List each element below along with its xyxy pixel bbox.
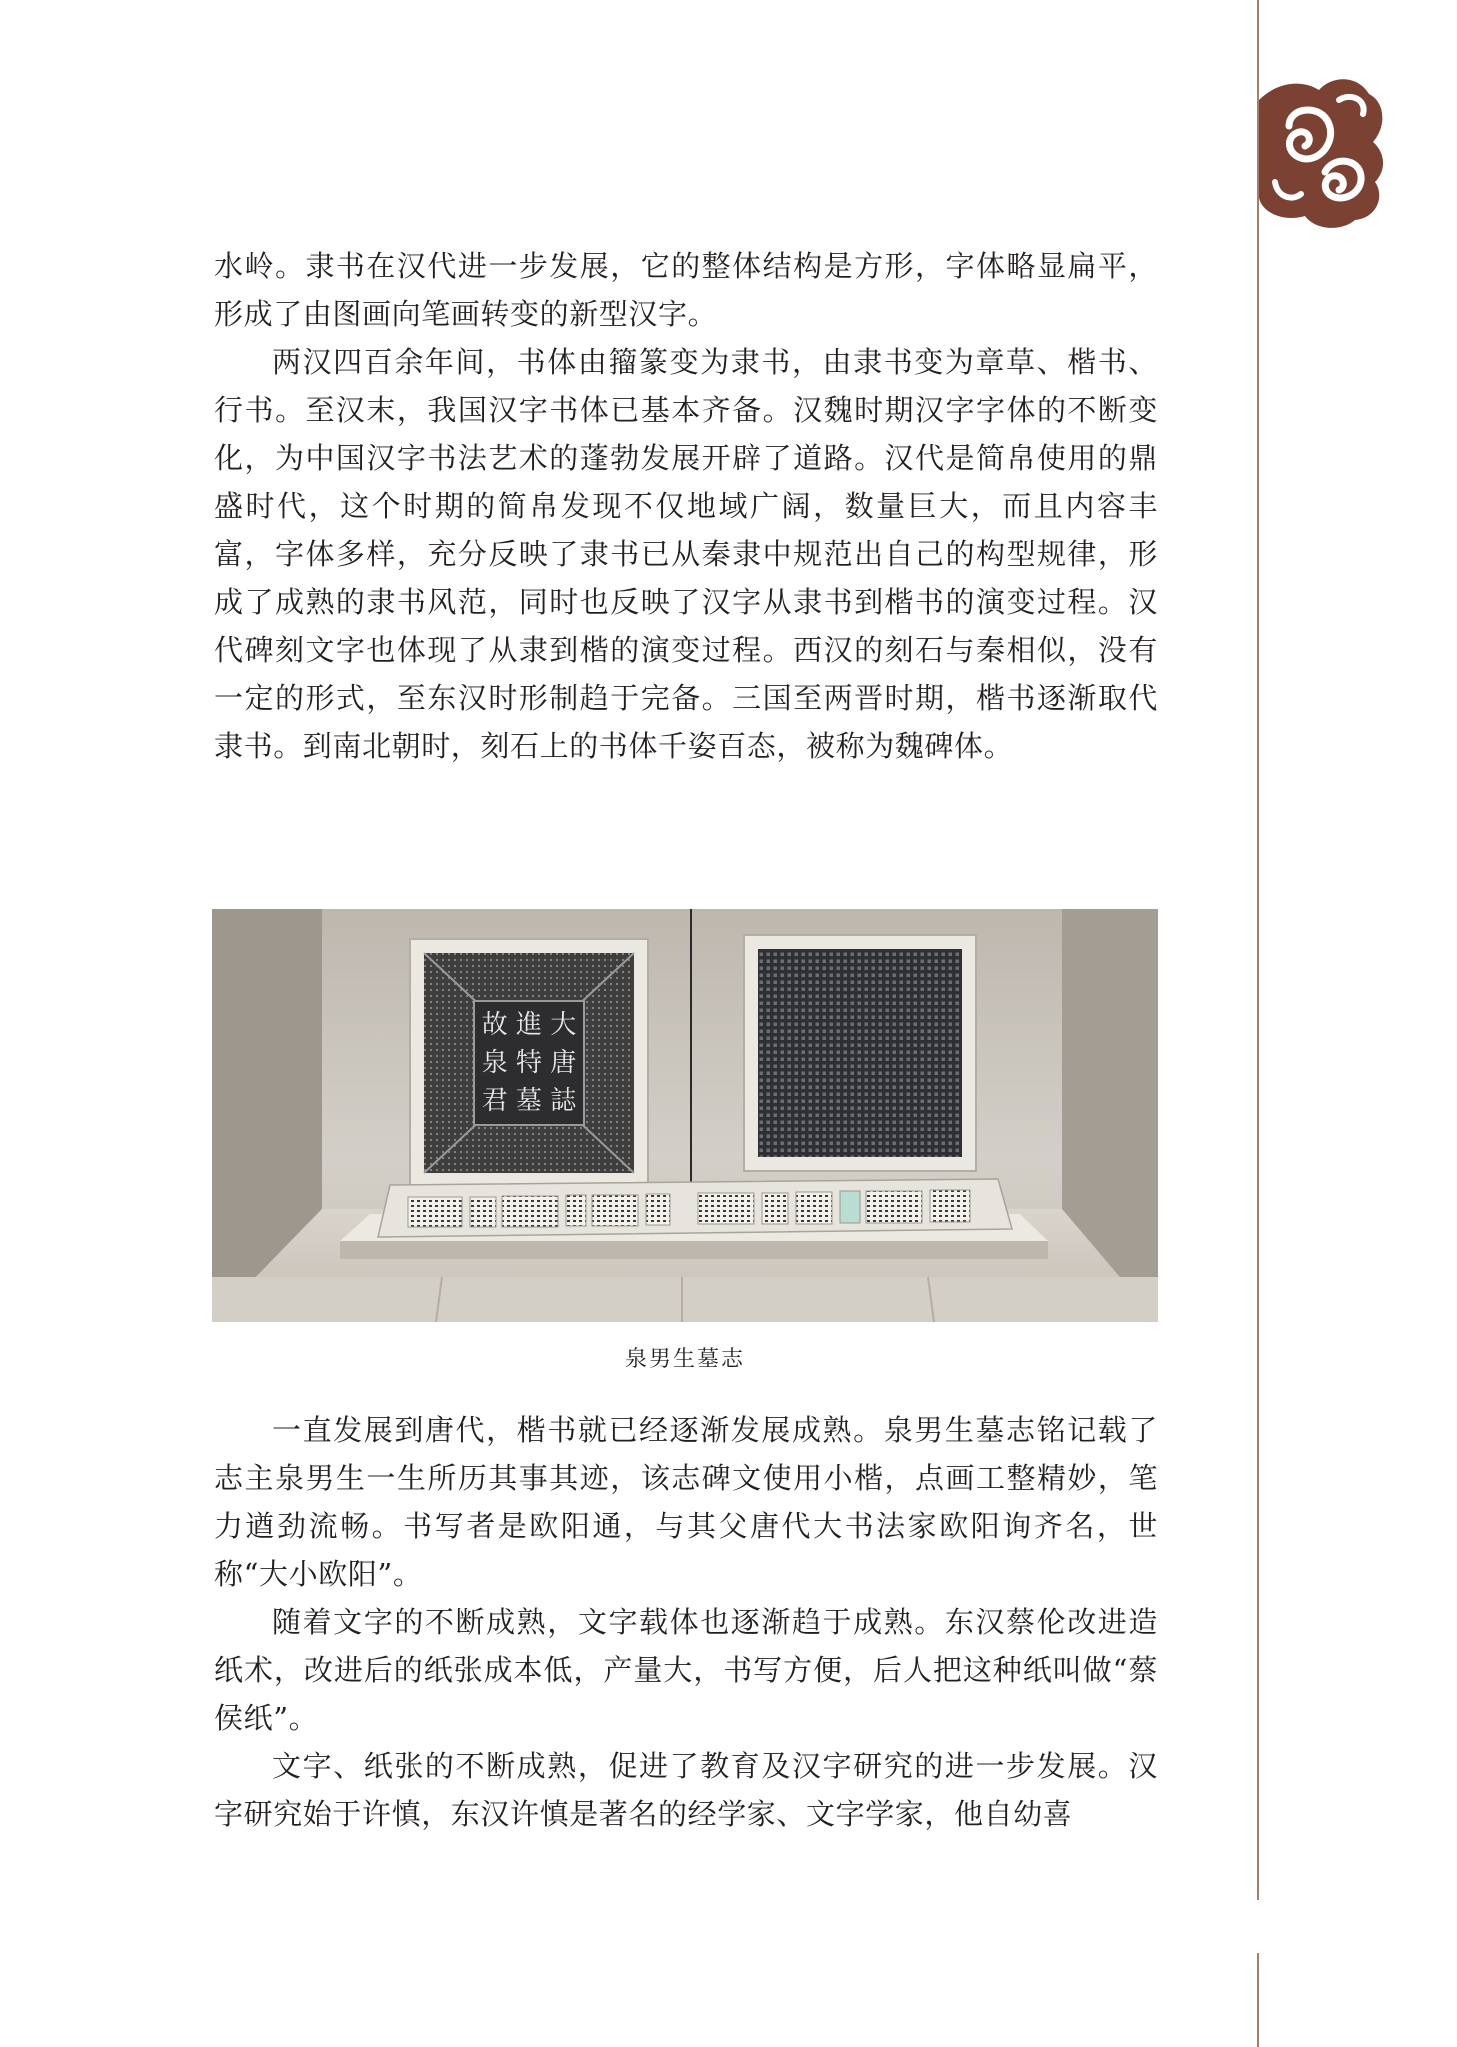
seal-text-row-1: 故 進 大	[481, 1010, 577, 1040]
paragraph: 水岭。隶书在汉代进一步发展，它的整体结构是方形，字体略显扁平，形成了由图画向笔画转变的新型汉字。	[214, 249, 1158, 331]
figure-caption: 泉男生墓志	[624, 1347, 745, 1372]
body-text-bottom	[214, 1406, 1158, 1838]
margin-rule-top	[1257, 0, 1259, 1900]
epitaph-photo	[212, 909, 1158, 1322]
paragraph: 两汉四百余年间，书体由籀篆变为隶书，由隶书变为章草、楷书、行书。至汉末，我国汉字书体已基本齐备。汉魏时期汉字字体的不断变化，为中国汉字书法艺术的蓬勃发展开辟了道路。汉代是简帛使用的鼎盛时代，这个时期的简帛发现不仅地域广阔，数量巨大，而且内容丰富，字体多样，充分反映了隶书已从秦隶中规范出自己的构型规律，形成了成熟的隶书风范，同时也反映了汉字从隶书到楷书的演变过程。汉代碑刻文字也体现了从隶到楷的演变过程。西汉的刻石与秦相似，没有一定的形式，至东汉时形制趋于完备。三国至两晋时期，楷书逐渐取代隶书。到南北朝时，刻石上的书体千姿百态，被称为魏碑体。	[214, 345, 1158, 763]
paragraph: 文字、纸张的不断成熟，促进了教育及汉字研究的进一步发展。汉字研究始于许慎，东汉许慎是著名的经学家、文字学家，他自幼喜	[214, 1749, 1158, 1831]
paragraph: 一直发展到唐代，楷书就已经逐渐发展成熟。泉男生墓志铭记载了志主泉男生一生所历其事其迹，该志碑文使用小楷，点画工整精妙，笔力遒劲流畅。书写者是欧阳通，与其父唐代大书法家欧阳询齐名，世称“大小欧阳”。	[214, 1413, 1158, 1591]
seal-text-row-3: 君 墓 誌	[481, 1086, 577, 1116]
paragraph: 随着文字的不断成熟，文字载体也逐渐趋于成熟。东汉蔡伦改进造纸术，改进后的纸张成本低，产量大，书写方便，后人把这种纸叫做“蔡侯纸”。	[214, 1605, 1158, 1735]
body-text-top	[214, 242, 1158, 770]
cloud-ornament-icon	[1255, 70, 1387, 230]
margin-rule-bottom	[1257, 1953, 1259, 2047]
seal-text-row-2: 泉 特 唐	[481, 1048, 577, 1078]
